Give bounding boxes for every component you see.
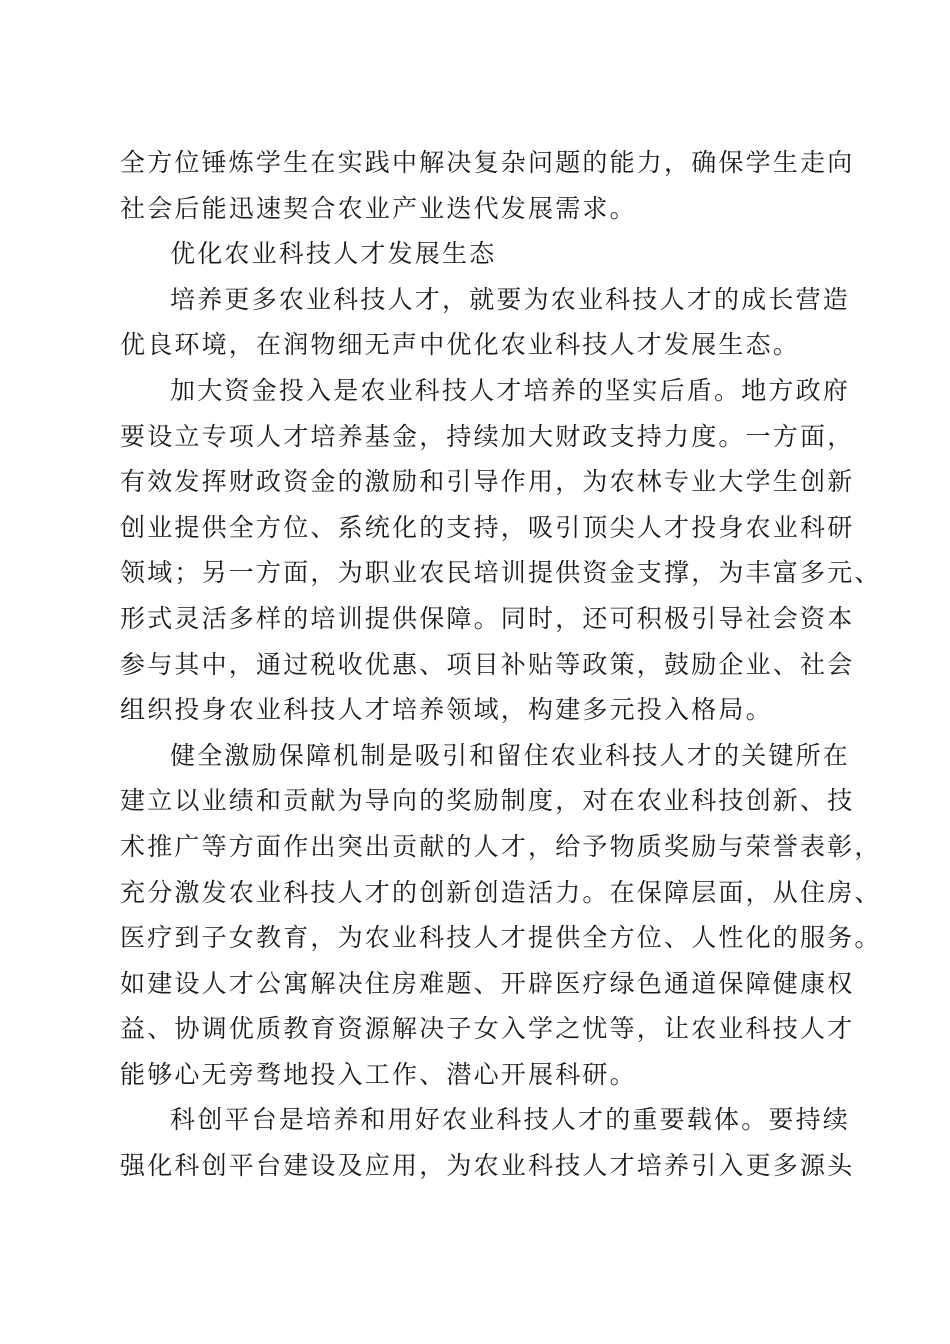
text-line: 益、协调优质教育资源解决子女入学之忧等，让农业科技人才 xyxy=(120,1014,855,1044)
text-line: 全方位锤炼学生在实践中解决复杂问题的能力，确保学生走向 xyxy=(120,148,855,177)
text-line: 优良环境，在润物细无声中优化农业科技人才发展生态。 xyxy=(120,330,801,360)
text-line: 有效发挥财政资金的激励和引导作用，为农林专业大学生创新 xyxy=(120,467,855,497)
text-line: 如建设人才公寓解决住房难题、开辟医疗绿色通道保障健康权 xyxy=(120,968,855,998)
text-line: 组织投身农业科技人才培养领域，构建多元投入格局。 xyxy=(120,695,773,725)
document-body xyxy=(120,140,882,1189)
text-line: 要设立专项人才培养基金，持续加大财政支持力度。一方面， xyxy=(120,421,855,451)
text-line: 培养更多农业科技人才，就要为农业科技人才的成长营造 xyxy=(170,284,851,314)
text-line: 健全激励保障机制是吸引和留住农业科技人才的关键所在 xyxy=(170,740,851,770)
text-line: 能够心无旁骛地投入工作、潜心开展科研。 xyxy=(120,1059,637,1089)
text-line: 参与其中，通过税收优惠、项目补贴等政策，鼓励企业、社会 xyxy=(120,649,855,679)
text-line: 医疗到子女教育，为农业科技人才提供全方位、人性化的服务。 xyxy=(120,923,882,953)
text-line: 领域；另一方面，为职业农民培训提供资金支撑，为丰富多元、 xyxy=(120,558,882,588)
text-line: 建立以业绩和贡献为导向的奖励制度，对在农业科技创新、技 xyxy=(120,786,855,816)
section-heading: 优化农业科技人才发展生态 xyxy=(170,239,497,269)
text-line: 加大资金投入是农业科技人才培养的坚实后盾。地方政府 xyxy=(170,375,851,405)
text-line: 科创平台是培养和用好农业科技人才的重要载体。要持续 xyxy=(170,1105,851,1135)
text-line: 创业提供全方位、系统化的支持，吸引顶尖人才投身农业科研 xyxy=(120,512,855,542)
text-line: 形式灵活多样的培训提供保障。同时，还可积极引导社会资本 xyxy=(120,603,855,633)
text-line: 社会后能迅速契合农业产业迭代发展需求。 xyxy=(120,193,637,223)
text-line: 强化科创平台建设及应用，为农业科技人才培养引入更多源头 xyxy=(120,1151,855,1181)
text-line: 术推广等方面作出突出贡献的人才，给予物质奖励与荣誉表彰， xyxy=(120,831,882,861)
text-line: 充分激发农业科技人才的创新创造活力。在保障层面，从住房、 xyxy=(120,877,882,907)
